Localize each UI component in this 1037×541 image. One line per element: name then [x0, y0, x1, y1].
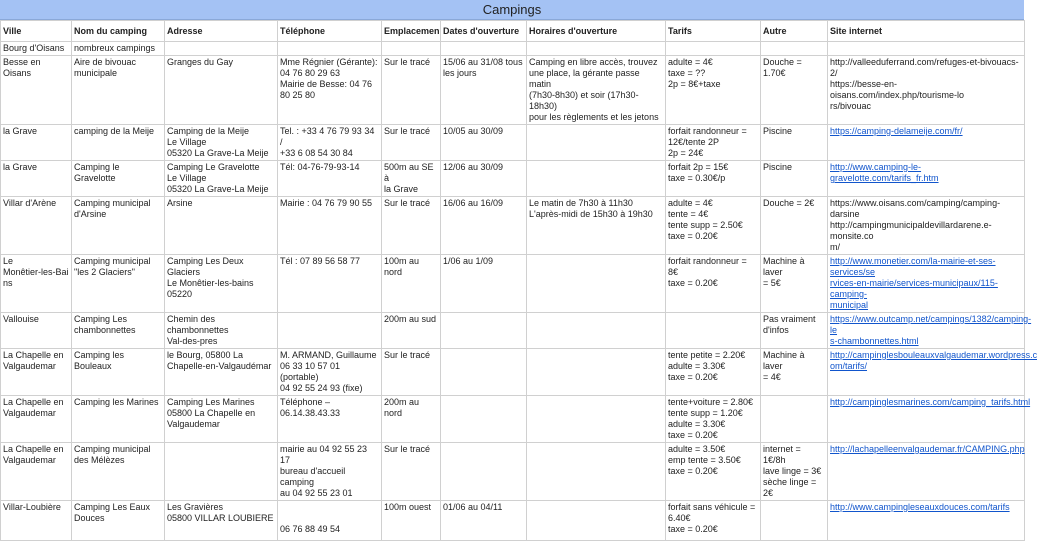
cell-tarifs[interactable]: forfait randonneur = 8€ taxe = 0.20€: [666, 255, 761, 313]
cell-telephone[interactable]: M. ARMAND, Guillaume 06 33 10 57 01 (portable) 04 92 55 24 93 (fixe): [278, 349, 382, 396]
cell-site[interactable]: http://www.monetier.com/la-mairie-et-ses-services/se rvices-en-mairie/services-municipaux/115-camping- municipal: [828, 255, 1025, 313]
cell-emplacement[interactable]: Sur le tracé: [382, 56, 441, 125]
table-row: [1, 197, 1025, 255]
cell-nom[interactable]: Camping municipal des Mélèzes: [72, 443, 165, 501]
cell-ville[interactable]: la Grave: [1, 161, 72, 197]
cell-horaires[interactable]: [527, 396, 666, 443]
cell-ville[interactable]: Besse en Oisans: [1, 56, 72, 125]
cell-adresse[interactable]: le Bourg, 05800 La Chapelle-en-Valgaudémar: [165, 349, 278, 396]
cell-adresse[interactable]: Camping Le Gravelotte Le Village 05320 La Grave-La Meije: [165, 161, 278, 197]
cell-horaires[interactable]: [527, 501, 666, 541]
cell-adresse[interactable]: [165, 42, 278, 56]
cell-site[interactable]: http://lachapelleenvalgaudemar.fr/CAMPING.php: [828, 443, 1025, 501]
cell-dates[interactable]: [441, 313, 527, 349]
cell-adresse[interactable]: Camping de la Meije Le Village 05320 La Grave-La Meije: [165, 125, 278, 161]
cell-autre[interactable]: [761, 501, 828, 541]
cell-nom[interactable]: Aire de bivouac municipale: [72, 56, 165, 125]
cell-dates[interactable]: [441, 396, 527, 443]
cell-telephone[interactable]: mairie au 04 92 55 23 17 bureau d'accueil camping au 04 92 55 23 01: [278, 443, 382, 501]
cell-adresse[interactable]: Granges du Gay: [165, 56, 278, 125]
cell-dates[interactable]: [441, 349, 527, 396]
table-row: [1, 396, 1025, 443]
cell-adresse[interactable]: Chemin des chambonnettes Val-des-pres: [165, 313, 278, 349]
table-row: [1, 313, 1025, 349]
cell-site[interactable]: http://www.camping-le-gravelotte.com/tarifs_fr.htm: [828, 161, 1025, 197]
table-row: [1, 501, 1025, 541]
header-emplacement[interactable]: Emplacemen: [382, 21, 441, 42]
cell-horaires[interactable]: [527, 161, 666, 197]
header-nom[interactable]: Nom du camping: [72, 21, 165, 42]
cell-tarifs[interactable]: forfait 2p = 15€ taxe = 0.30€/p: [666, 161, 761, 197]
cell-telephone[interactable]: 06 76 88 49 54: [278, 501, 382, 541]
cell-site[interactable]: http://campinglesbouleauxvalgaudemar.wordpress.c om/tarifs/: [828, 349, 1025, 396]
cell-dates[interactable]: 12/06 au 30/09: [441, 161, 527, 197]
cell-dates[interactable]: [441, 42, 527, 56]
cell-horaires[interactable]: [527, 313, 666, 349]
cell-emplacement[interactable]: Sur le tracé: [382, 349, 441, 396]
cell-ville[interactable]: La Chapelle en Valgaudemar: [1, 443, 72, 501]
cell-nom[interactable]: Camping municipal "les 2 Glaciers": [72, 255, 165, 313]
cell-dates[interactable]: 01/06 au 04/11: [441, 501, 527, 541]
table-row: [1, 125, 1025, 161]
cell-autre[interactable]: [761, 42, 828, 56]
cell-telephone[interactable]: Mairie : 04 76 79 90 55: [278, 197, 382, 255]
cell-horaires[interactable]: [527, 255, 666, 313]
cell-ville[interactable]: la Grave: [1, 125, 72, 161]
cell-dates[interactable]: 15/06 au 31/08 tous les jours: [441, 56, 527, 125]
cell-site[interactable]: [828, 42, 1025, 56]
header-autre[interactable]: Autre: [761, 21, 828, 42]
cell-tarifs[interactable]: forfait randonneur = 12€/tente 2P 2p = 24€: [666, 125, 761, 161]
cell-tarifs[interactable]: tente+voiture = 2.80€ tente supp = 1.20€ adulte = 3.30€ taxe = 0.20€: [666, 396, 761, 443]
cell-horaires[interactable]: [527, 125, 666, 161]
cell-tarifs[interactable]: adulte = 3.50€ emp tente = 3.50€ taxe = 0.20€: [666, 443, 761, 501]
table-body: [1, 42, 1037, 541]
cell-ville[interactable]: La Chapelle en Valgaudemar: [1, 349, 72, 396]
cell-nom[interactable]: Camping les Bouleaux: [72, 349, 165, 396]
cell-emplacement[interactable]: Sur le tracé: [382, 125, 441, 161]
cell-telephone[interactable]: Mme Régnier (Gérante): 04 76 80 29 63 Mairie de Besse: 04 76 80 25 80: [278, 56, 382, 125]
sheet-title[interactable]: Campings: [0, 0, 1024, 20]
cell-telephone[interactable]: Tél : 07 89 56 58 77: [278, 255, 382, 313]
cell-emplacement[interactable]: 100m ouest: [382, 501, 441, 541]
cell-site[interactable]: https://camping-delameije.com/fr/: [828, 125, 1025, 161]
cell-ville[interactable]: Bourg d'Oisans: [1, 42, 72, 56]
cell-autre[interactable]: internet = 1€/8h lave linge = 3€ sèche linge = 2€: [761, 443, 828, 501]
cell-dates[interactable]: 16/06 au 16/09: [441, 197, 527, 255]
cell-emplacement[interactable]: 100m au nord: [382, 255, 441, 313]
cell-ville[interactable]: Villar-Loubière: [1, 501, 72, 541]
campings-table: [0, 20, 1037, 541]
cell-telephone[interactable]: Téléphone – 06.14.38.43.33: [278, 396, 382, 443]
cell-horaires[interactable]: Le matin de 7h30 à 11h30 L'après-midi de 15h30 à 19h30: [527, 197, 666, 255]
cell-horaires[interactable]: [527, 42, 666, 56]
cell-site[interactable]: http://campinglesmarines.com/camping_tarifs.html: [828, 396, 1025, 443]
cell-site[interactable]: https://www.outcamp.net/campings/1382/camping-le s-chambonnettes.html: [828, 313, 1025, 349]
cell-tarifs[interactable]: [666, 313, 761, 349]
cell-telephone[interactable]: [278, 42, 382, 56]
cell-emplacement[interactable]: Sur le tracé: [382, 197, 441, 255]
cell-adresse[interactable]: Les Gravières 05800 VILLAR LOUBIERE: [165, 501, 278, 541]
cell-autre[interactable]: Machine à laver = 4€: [761, 349, 828, 396]
cell-nom[interactable]: Camping municipal d'Arsine: [72, 197, 165, 255]
cell-nom[interactable]: Camping Les chambonnettes: [72, 313, 165, 349]
cell-dates[interactable]: [441, 443, 527, 501]
cell-emplacement[interactable]: Sur le tracé: [382, 443, 441, 501]
cell-tarifs[interactable]: [666, 42, 761, 56]
cell-site[interactable]: https://www.oisans.com/camping/camping-darsine http://campingmunicipaldevillardarene.e-monsite.co m/: [828, 197, 1025, 255]
cell-autre[interactable]: Pas vraiment d'infos: [761, 313, 828, 349]
cell-site[interactable]: http://valleeduferrand.com/refuges-et-bivouacs-2/ https://besse-en-oisans.com/index.php/tourisme-lo rs/bivouac: [828, 56, 1025, 125]
cell-tarifs[interactable]: adulte = 4€ taxe = ?? 2p = 8€+taxe: [666, 56, 761, 125]
header-tarifs[interactable]: Tarifs: [666, 21, 761, 42]
cell-nom[interactable]: camping de la Meije: [72, 125, 165, 161]
cell-autre[interactable]: Machine à laver = 5€: [761, 255, 828, 313]
header-site[interactable]: Site internet: [828, 21, 1025, 42]
cell-tarifs[interactable]: forfait sans véhicule = 6.40€ taxe = 0.20€: [666, 501, 761, 541]
table-row: [1, 255, 1025, 313]
cell-nom[interactable]: Camping le Gravelotte: [72, 161, 165, 197]
cell-adresse[interactable]: Camping Les Deux Glaciers Le Monêtier-les-bains 05220: [165, 255, 278, 313]
cell-telephone[interactable]: Tél: 04-76-79-93-14: [278, 161, 382, 197]
table-row: [1, 56, 1025, 125]
header-row: [1, 21, 1025, 42]
cell-adresse[interactable]: Arsine: [165, 197, 278, 255]
cell-ville[interactable]: Vallouise: [1, 313, 72, 349]
cell-tarifs[interactable]: tente petite = 2.20€ adulte = 3.30€ taxe = 0.20€: [666, 349, 761, 396]
cell-ville[interactable]: Le Monêtier-les-Bai ns: [1, 255, 72, 313]
cell-horaires[interactable]: Camping en libre accès, trouvez une place, la gérante passe matin (7h30-8h30) et soir (17h30-18h30) pour les règlements et les jetons: [527, 56, 666, 125]
table-row: [1, 161, 1025, 197]
table-row: [1, 42, 1025, 56]
cell-adresse[interactable]: [165, 443, 278, 501]
cell-autre[interactable]: Piscine: [761, 161, 828, 197]
header-horaires[interactable]: Horaires d'ouverture: [527, 21, 666, 42]
cell-emplacement[interactable]: 200m au nord: [382, 396, 441, 443]
cell-dates[interactable]: 10/05 au 30/09: [441, 125, 527, 161]
cell-telephone[interactable]: Tel. : +33 4 76 79 93 34 / +33 6 08 54 30 84: [278, 125, 382, 161]
cell-emplacement[interactable]: 200m au sud: [382, 313, 441, 349]
header-ville[interactable]: Ville: [1, 21, 72, 42]
cell-nom[interactable]: Camping Les Eaux Douces: [72, 501, 165, 541]
table-row: [1, 349, 1025, 396]
cell-autre[interactable]: Douche = 2€: [761, 197, 828, 255]
cell-nom[interactable]: nombreux campings: [72, 42, 165, 56]
header-dates[interactable]: Dates d'ouverture: [441, 21, 527, 42]
header-adresse[interactable]: Adresse: [165, 21, 278, 42]
header-telephone[interactable]: Téléphone: [278, 21, 382, 42]
cell-ville[interactable]: Villar d'Arène: [1, 197, 72, 255]
cell-autre[interactable]: [761, 396, 828, 443]
table-row: [1, 443, 1025, 501]
cell-horaires[interactable]: [527, 349, 666, 396]
cell-ville[interactable]: La Chapelle en Valgaudemar: [1, 396, 72, 443]
cell-nom[interactable]: Camping les Marines: [72, 396, 165, 443]
cell-emplacement[interactable]: [382, 42, 441, 56]
cell-site[interactable]: http://www.campingleseauxdouces.com/tarifs: [828, 501, 1025, 541]
cell-tarifs[interactable]: adulte = 4€ tente = 4€ tente supp = 2.50€ taxe = 0.20€: [666, 197, 761, 255]
cell-telephone[interactable]: [278, 313, 382, 349]
cell-autre[interactable]: Piscine: [761, 125, 828, 161]
cell-adresse[interactable]: Camping Les Marines 05800 La Chapelle en Valgaudemar: [165, 396, 278, 443]
cell-emplacement[interactable]: 500m au SE à la Grave: [382, 161, 441, 197]
cell-horaires[interactable]: [527, 443, 666, 501]
cell-dates[interactable]: 1/06 au 1/09: [441, 255, 527, 313]
cell-autre[interactable]: Douche = 1.70€: [761, 56, 828, 125]
